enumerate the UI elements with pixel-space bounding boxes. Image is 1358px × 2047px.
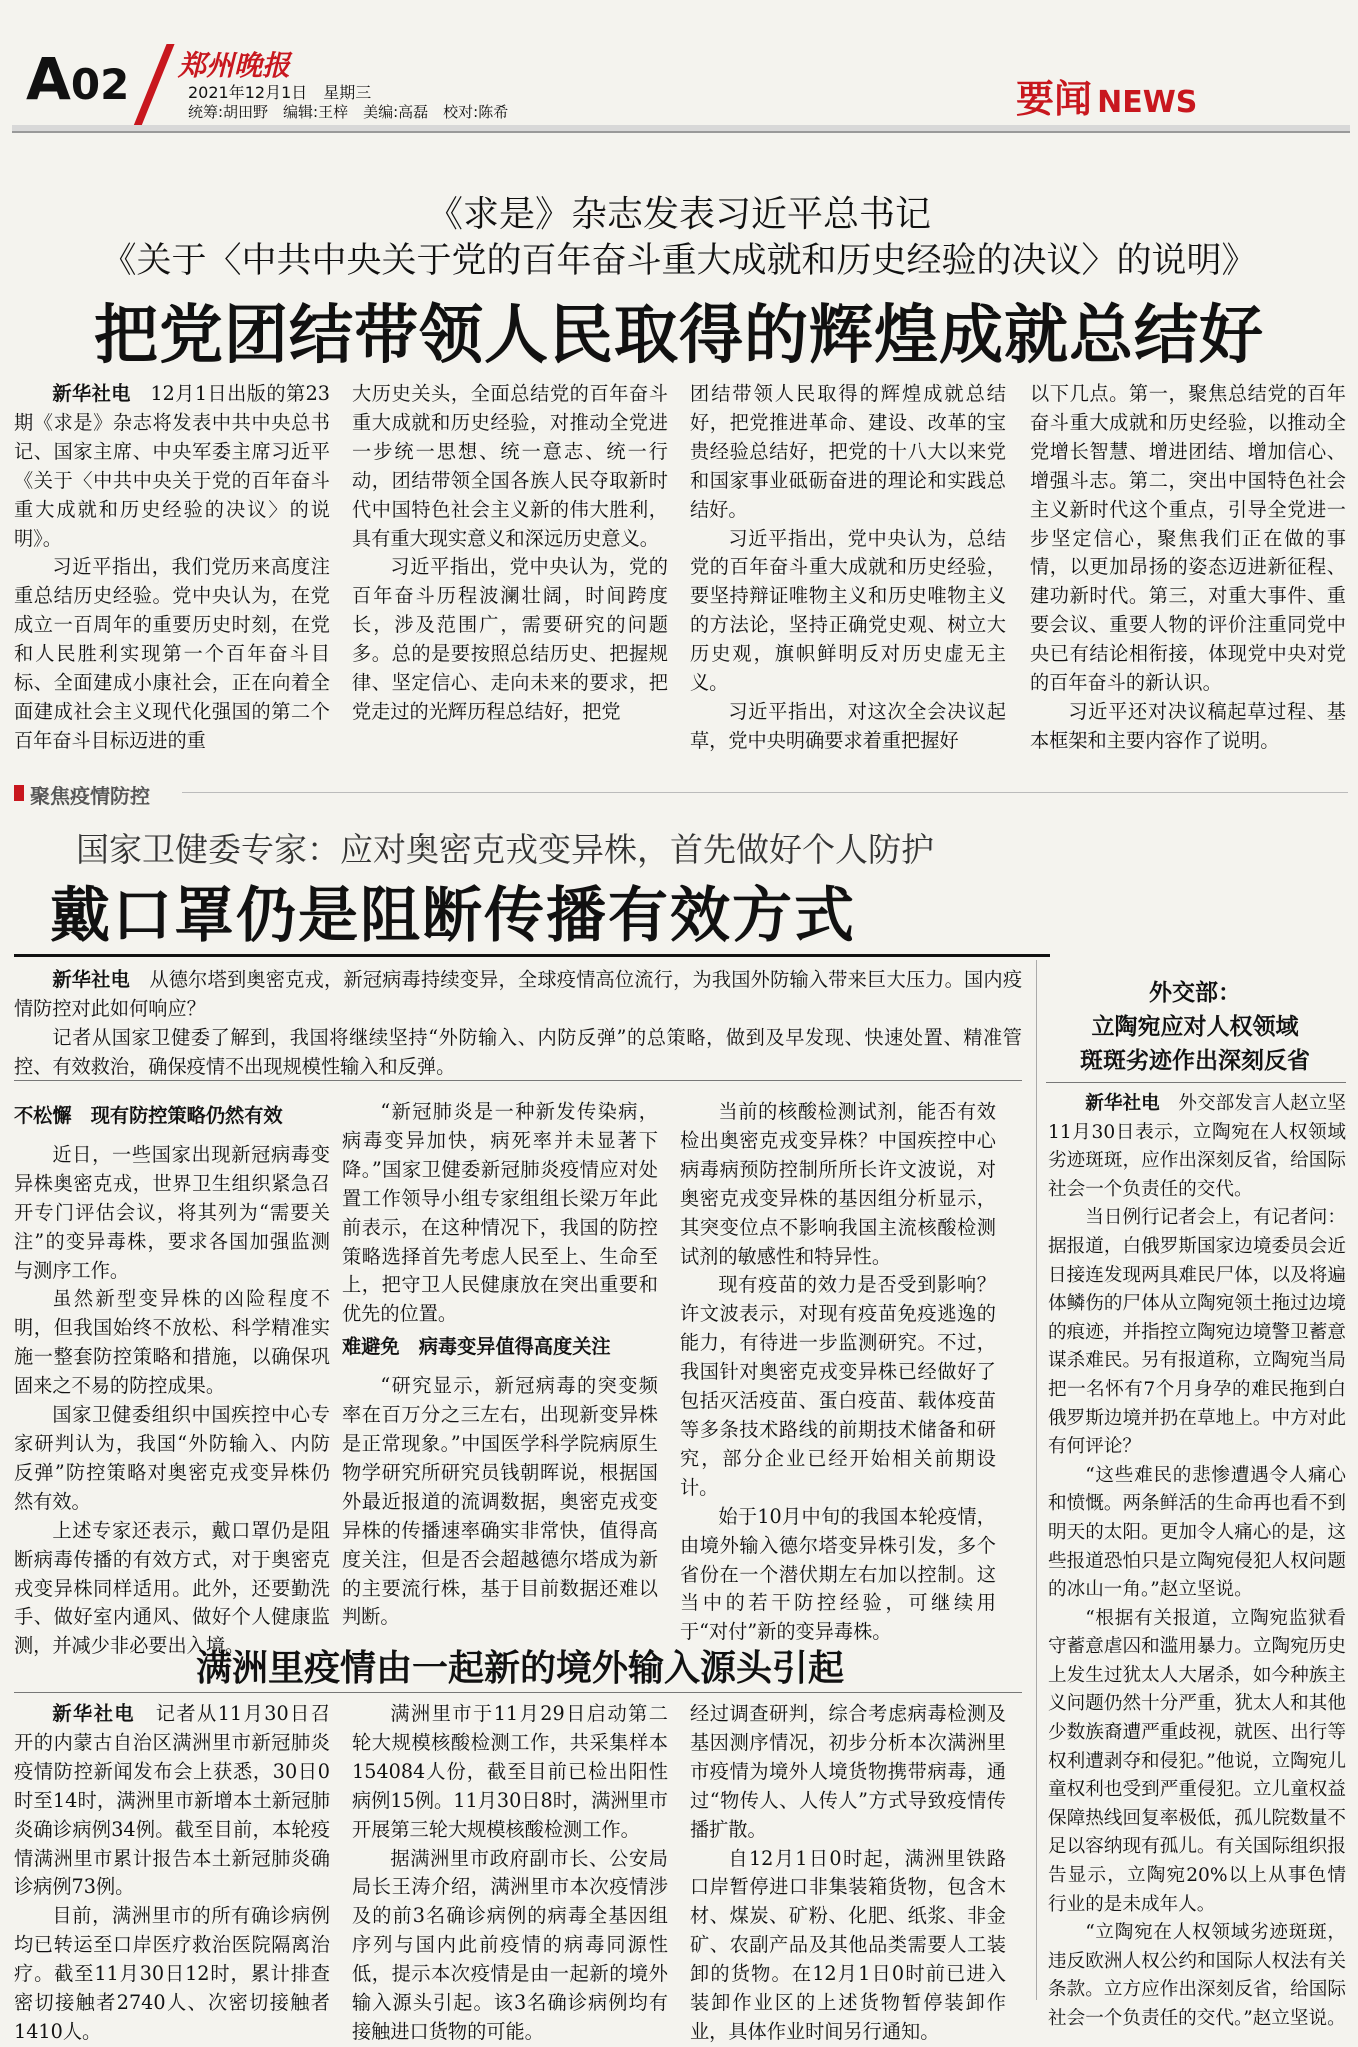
mfa-dateline: 新华社电 [1085, 1093, 1160, 1114]
mfa-p1: 外交部发言人赵立坚11月30日表示，立陶宛在人权领域劣迹斑斑，应作出深刻反省，给国际社会一个负责任的交代。 [1048, 1093, 1346, 1200]
section-tag: 聚焦疫情防控 [30, 784, 150, 808]
covid-c2p2: “研究显示，新冠病毒的突变频率在百万分之三左右，出现新变异株是正常现象。”中国医学科学院病原生物学研究所研究员钱朝晖说，根据国外最近报道的流调数据，奥密克戎变异株的传播速率确实非常快，值得高度关注，但是否会超越德尔塔成为新的主要流行株，基于目前数据还难以判断。 [342, 1374, 658, 1629]
manzhouli-column-1 [14, 1700, 331, 2043]
lead-p4: 习近平指出，党中央认为，党的百年奋斗历程波澜壮阔，时间跨度长，涉及范围广，需要研究的问题多。总的是要按照总结历史、把握规律、坚定信心、走向未来的要求，把党走过的光辉历程总结好，把党 [352, 555, 668, 723]
lead-p6: 习近平指出，党中央认为，总结党的百年奋斗重大成就和历史经验，要坚持辩证唯物主义和历史唯物主义的方法论，坚持正确党史观、树立大历史观，旗帜鲜明反对历史虚无主义。 [690, 526, 1006, 695]
mfa-p5: “立陶宛在人权领域劣迹斑斑，违反欧洲人权公约和国际人权法有关条款。立方应作出深刻反省，给国际社会一个负责任的交代。”赵立坚说。 [1048, 1922, 1346, 2029]
manzhouli-p2: 目前，满洲里市的所有确诊病例均已转运至口岸医疗救治医院隔离治疗。截至11月30日12时，累计排查密切接触者2740人、次密切接触者1410人。 [14, 1904, 330, 2043]
manzhouli-headline: 满洲里疫情由一起新的境外输入源头引起 [195, 1648, 844, 1689]
manzhouli-p1: 记者从11月30日召开的内蒙古自治区满洲里市新冠肺炎疫情防控新闻发布会上获悉，30日0时至14时，满洲里市新增本土新冠肺炎确诊病例34例。截至目前，本轮疫情满洲里市累计报告本土新冠肺炎确诊病例73例。 [14, 1702, 331, 1899]
manzhouli-p4: 据满洲里市政府副市长、公安局局长王涛介绍，满洲里市本次疫情涉及的前3名确诊病例的病毒全基因组序列与国内此前疫情的病毒同源性低，提示本次疫情是由一起新的境外输入源头引起。该3名确诊病例均有接触进口货物的可能。 [352, 1846, 668, 2043]
lead-dateline: 新华社电 [52, 382, 131, 405]
section-en: NEWS [1097, 85, 1198, 120]
lead-column-1 [14, 380, 331, 752]
mfa-p4: “根据有关报道，立陶宛监狱看守蓄意虐囚和滥用暴力。立陶宛历史上发生过犹太人大屠杀，如今种族主义问题仍然十分严重，犹太人和其他少数族裔遭严重歧视，就医、出行等权利遭剥夺和侵犯。”他说，立陶宛儿童权利也受到严重侵犯。立儿童权益保障热线回复率极低，孤儿院数量不足以容纳现有孤儿。有关国际组织报告显示，立陶宛20%以上从事色情行业的是未成年人。 [1048, 1607, 1346, 1915]
sidebar-divider [1036, 960, 1037, 2000]
section-tag-rule [182, 792, 1348, 793]
mfa-title-2: 立陶宛应对人权领域 [1091, 1014, 1299, 1040]
mfa-p2: 当日例行记者会上，有记者问：据报道，白俄罗斯国家边境委员会近日接连发现两具难民尸体，以及将遍体鳞伤的尸体从立陶宛领土拖过边境的痕迹，并指控立陶宛边境警卫蓄意谋杀难民。另有报道称，立陶宛当局把一名怀有7个月身孕的难民拖到白俄罗斯边境并扔在草地上。中方对此有何评论？ [1048, 1207, 1346, 1458]
mfa-title-3: 斑斑劣迹作出深刻反省 [1080, 1048, 1310, 1074]
page-letter: A [26, 45, 71, 113]
paper-name-logo: 郑州晚报 [178, 49, 291, 82]
mfa-title-rule [1046, 1082, 1346, 1083]
covid-subhead-1: 不松懈 现有防控策略仍然有效 [14, 1104, 283, 1127]
covid-c1p4: 上述专家还表示，戴口罩仍是阻断病毒传播的有效方式，对于奥密克戎变异株同样适用。此外，还要勤洗手、做好室内通风、做好个人健康监测，并减少非必要出入境。 [14, 1518, 330, 1658]
lead-p7: 习近平指出，对这次全会决议起草，党中央明确要求着重把握好 [690, 699, 1006, 752]
covid-c3p2: 现有疫苗的效力是否受到影响？许文波表示，对现有疫苗免疫逃逸的能力，有待进一步监测研究。不过，我国针对奥密克戎变异株已经做好了包括灭活疫苗、蛋白疫苗、载体疫苗等多条技术路线的前期技术储备和研究，部分企业已经开始相关前期设计。 [680, 1273, 996, 1499]
covid-c2p1: “新冠肺炎是一种新发传染病，病毒变异加快，病死率并未显著下降。”国家卫健委新冠肺炎疫情应对处置工作领导小组专家组组长梁万年此前表示，在这种情况下，我国的防控策略选择首先考虑人民至上、生命至上，把守卫人民健康放在突出重要和优先的位置。 [342, 1100, 658, 1326]
issue-date: 2021年12月1日 星期三 [188, 83, 372, 102]
staff-line: 统筹:胡田野 编辑:王梓 美编:高磊 校对:陈希 [188, 103, 509, 121]
header-rule-thin [12, 131, 1350, 133]
covid-kicker: 国家卫健委专家：应对奥密克戎变异株，首先做好个人防护 [76, 830, 934, 869]
covid-subhead-2: 难避免 病毒变异值得高度关注 [342, 1335, 611, 1359]
covid-column-2 [342, 1098, 658, 1629]
lead-p5: 团结带领人民取得的辉煌成就总结好，把党推进革命、建设、改革的宝贵经验总结好，把党的十八大以来党和国家事业砥砺奋进的理论和实践总结好。 [690, 382, 1006, 521]
mfa-column [1048, 1090, 1346, 2029]
covid-column-3 [680, 1098, 996, 1644]
page-digits: 02 [70, 60, 130, 109]
covid-c3p1: 当前的核酸检测试剂，能否有效检出奥密克戎变异株？中国疾控中心病毒病预防控制所所长许文波说，对奥密克戎变异株的基因组分析显示，其突变位点不影响我国主流核酸检测试剂的敏感性和特异性。 [680, 1100, 996, 1268]
covid-intro-rule [14, 1080, 1022, 1081]
lead-kicker-2: 《关于〈中共中央关于党的百年奋斗重大成就和历史经验的决议〉的说明》 [101, 241, 1257, 281]
manzhouli-p6: 自12月1日0时起，满洲里铁路口岸暂停进口非集装箱货物，包含木材、煤炭、矿粉、化肥、纸浆、非金矿、农副产品及其他品类需要人工装卸的货物。在12月1日0时前已进入装卸作业区的上述货物暂停装卸作业，具体作业时间另行通知。 [690, 1846, 1006, 2043]
covid-c1p2: 虽然新型变异株的凶险程度不明，但我国始终不放松、科学精准实施一整套防控策略和措施，以确保巩固来之不易的防控成果。 [14, 1287, 330, 1398]
lead-p9: 习近平还对决议稿起草过程、基本框架和主要内容作了说明。 [1030, 699, 1346, 752]
manzhouli-dateline: 新华社电 [52, 1702, 136, 1725]
covid-column-1 [14, 1098, 330, 1658]
lead-p2: 习近平指出，我们党历来高度注重总结历史经验。党中央认为，在党成立一百周年的重要历史时刻，在党和人民胜利实现第一个百年奋斗目标、全面建成小康社会，正在向着全面建成社会主义现代化强国的第二个百年奋斗目标迈进的重 [14, 555, 330, 752]
lead-column-2 [352, 380, 668, 728]
page-number [26, 45, 130, 113]
covid-headline-rule [14, 954, 1050, 957]
lead-kicker-1: 《求是》杂志发表习近平总书记 [426, 194, 931, 235]
covid-headline: 戴口罩仍是阻断传播有效方式 [50, 881, 856, 951]
manzhouli-p3: 满洲里市于11月29日启动第二轮大规模核酸检测工作，共采集样本154084人份，截至目前已检出阳性病例15例。11月30日8时，满洲里市开展第三轮大规模核酸检测工作。 [352, 1702, 668, 1841]
mfa-title-1: 外交部： [1149, 980, 1241, 1006]
covid-c1p1: 近日，一些国家出现新冠病毒变异株奥密克戎，世界卫生组织紧急召开专门评估会议，将其列为“需要关注”的变异毒株，要求各国加强监测与测序工作。 [14, 1142, 330, 1282]
covid-c1p3: 国家卫健委组织中国疾控中心专家研判认为，我国“外防输入、内防反弹”防控策略对奥密克戎变异株仍然有效。 [14, 1403, 330, 1513]
covid-intro-1: 从德尔塔到奥密克戎，新冠病毒持续变异，全球疫情高位流行，为我国外防输入带来巨大压力。国内疫情防控对此如何响应？ [14, 968, 1023, 1020]
manzhouli-headline-rule [14, 1692, 1022, 1693]
lead-p3: 大历史关头，全面总结党的百年奋斗重大成就和历史经验，对推动全党进一步统一思想、统一意志、统一行动，团结带领全国各族人民夺取新时代中国特色社会主义新的伟大胜利，具有重大现实意义和深远历史意义。 [352, 382, 668, 550]
section-cn: 要闻 [1016, 77, 1093, 121]
covid-intro [14, 966, 1022, 1076]
lead-p1: 12月1日出版的第23期《求是》杂志将发表中共中央总书记、国家主席、中央军委主席习近平《关于〈中共中央关于党的百年奋斗重大成就和历史经验的决议〉的说明》。 [14, 382, 331, 550]
section-tag-marker [14, 785, 24, 801]
covid-dateline: 新华社电 [52, 968, 130, 991]
lead-headline: 把党团结带领人民取得的辉煌成就总结好 [94, 299, 1264, 373]
covid-c3p3: 始于10月中旬的我国本轮疫情，由境外输入德尔塔变异株引发，多个省份在一个潜伏期左右加以控制。这当中的若干防控经验，可继续用于“对付”新的变异毒株。 [680, 1504, 996, 1644]
header-red-slash [133, 44, 174, 126]
lead-column-4 [1030, 380, 1346, 752]
manzhouli-p5: 经过调查研判，综合考虑病毒检测及基因测序情况，初步分析本次满洲里市疫情为境外人境货物携带病毒，通过“物传人、人传人”方式导致疫情传播扩散。 [690, 1702, 1006, 1841]
mfa-p3: “这些难民的悲惨遭遇令人痛心和愤慨。两条鲜活的生命再也看不到明天的太阳。更加令人痛心的是，这些报道恐怕只是立陶宛侵犯人权问题的冰山一角。”赵立坚说。 [1048, 1464, 1346, 1601]
covid-intro-2: 记者从国家卫健委了解到，我国将继续坚持“外防输入、内防反弹”的总策略，做到及早发现、快速处置、精准管控、有效救治，确保疫情不出现规模性输入和反弹。 [14, 1025, 1022, 1078]
manzhouli-column-3 [690, 1700, 1006, 2043]
section-label [1016, 68, 1197, 123]
lead-column-3 [690, 380, 1006, 752]
manzhouli-column-2 [352, 1700, 668, 2043]
lead-p8: 以下几点。第一，聚焦总结党的百年奋斗重大成就和历史经验，以推动全党增长智慧、增进团结、增加信心、增强斗志。第二，突出中国特色社会主义新时代这个重点，引导全党进一步坚定信心，聚焦我们正在做的事情，以更加昂扬的姿态迈进新征程、建功新时代。第三，对重大事件、重要会议、重要人物的评价注重同党中央已有结论相衔接，体现党中央对党的百年奋斗的新认识。 [1030, 382, 1346, 695]
